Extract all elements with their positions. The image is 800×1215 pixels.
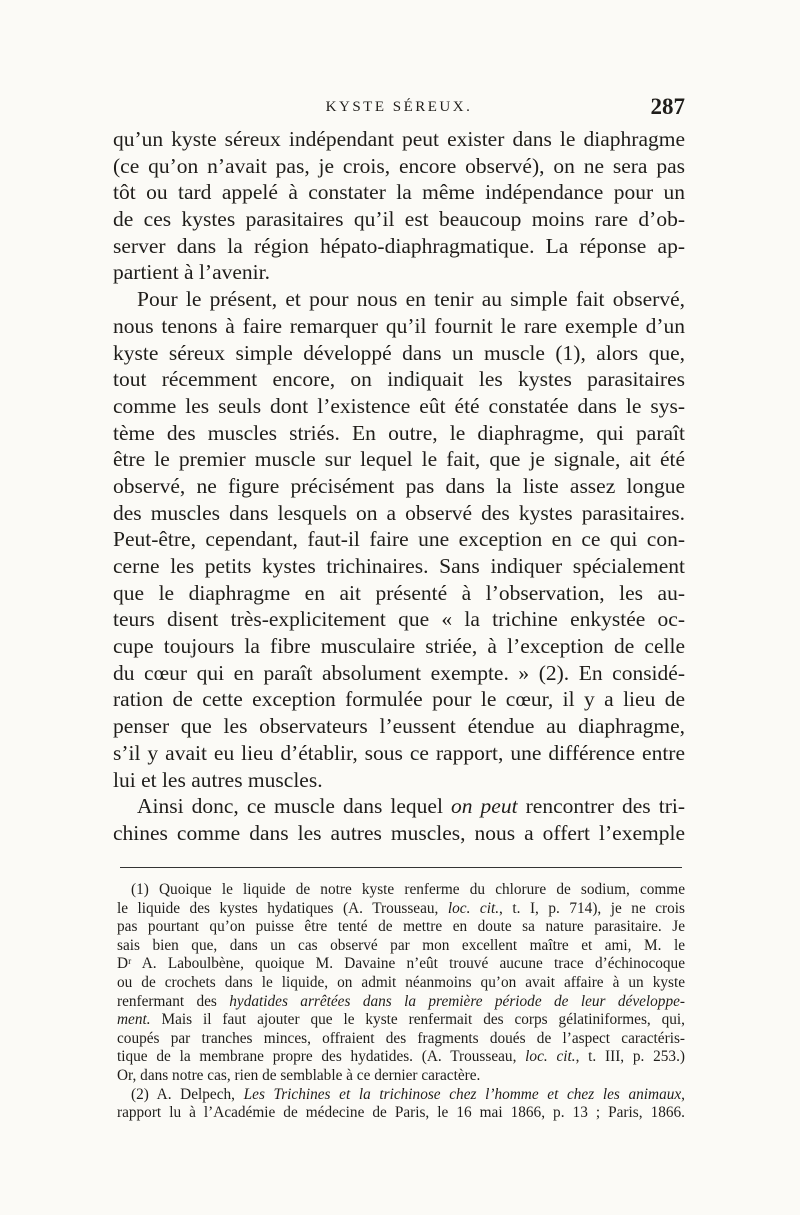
- footnote-line: [117, 900, 685, 919]
- page-number: 287: [650, 94, 685, 119]
- footnote-line: rapport lu à l’Académie de médecine de Paris, le 16 mai 1866, p. 13 ; Paris, 1866.: [117, 1104, 685, 1122]
- body-line: chines comme dans les autres muscles, nous a offert l’exemple: [113, 820, 685, 845]
- body-text-run: Ainsi donc, ce muscle dans lequel: [137, 794, 451, 819]
- footnote-italic-run: loc. cit.: [447, 899, 500, 917]
- body-line: lui et les autres muscles.: [113, 767, 323, 792]
- body-line: (ce qu’on n’avait pas, je crois, encore observé), on ne sera pas: [113, 153, 685, 178]
- footnote-run: tique de la membrane propre des hydatides. (A. Trousseau,: [117, 1048, 526, 1066]
- footnote-line: Dʳ A. Laboulbène, quoique M. Davaine n’eût trouvé aucune trace d’échinocoque: [117, 955, 685, 973]
- footnotes: [117, 881, 685, 1123]
- body-line: penser que les observateurs l’eussent étendue au diaphragme,: [113, 714, 685, 739]
- footnote-italic-run: Les Trichines et la trichinose chez l’homme et chez les animaux,: [243, 1085, 685, 1103]
- footnote-run: , t. I, p. 714), je ne crois: [499, 899, 686, 917]
- footnote-line: [117, 1048, 685, 1067]
- footnote-italic-run: hydatides arrêtées dans la première période de leur développe-: [229, 992, 685, 1010]
- footnote-line: [117, 993, 685, 1012]
- footnote-line: pas pourtant qu’on puisse être tenté de mettre en doute sa nature parasitaire. Je: [117, 918, 685, 936]
- body-line: du cœur qui en paraît absolument exempte. » (2). En considé-: [113, 660, 685, 685]
- footnote-italic-run: ment.: [117, 1011, 151, 1029]
- body-text: [113, 126, 685, 847]
- body-line: comme les seuls dont l’existence eût été constatée dans le sys-: [113, 393, 685, 418]
- body-line: partient à l’avenir.: [113, 260, 270, 285]
- body-line: cupe toujours la fibre musculaire striée, à l’exception de celle: [113, 634, 685, 659]
- footnote-line: ou de crochets dans le liquide, on admit néanmoins qu’on avait affaire à un kyste: [117, 973, 685, 991]
- body-line: ration de cette exception formulée pour le cœur, il y a lieu de: [113, 687, 685, 712]
- footnote-line: coupés par tranches minces, offraient des fragments doués de l’aspect caractéris-: [117, 1029, 685, 1047]
- body-line: nous tenons à faire remarquer qu’il fournit le rare exemple d’un: [113, 313, 685, 338]
- body-line: Peut-être, cependant, faut-il faire une exception en ce qui con-: [113, 527, 685, 552]
- footnote-run: renfermant des: [117, 992, 230, 1010]
- footnote-line: sais bien que, dans un cas observé par mon excellent maître et ami, M. le: [117, 936, 685, 954]
- footnote-italic-run: loc. cit.: [525, 1048, 576, 1066]
- body-line: de ces kystes parasitaires qu’il est beaucoup moins rare d’ob-: [113, 207, 685, 232]
- running-title: KYSTE SÉREUX.: [325, 99, 473, 115]
- body-line: cerne les petits kystes trichinaires. Sans indiquer spécialement: [113, 554, 685, 578]
- footnote-line: (1) Quoique le liquide de notre kyste renferme du chlorure de sodium, comme: [131, 881, 685, 898]
- body-line: tôt ou tard appelé à constater la même indépendance pour un: [113, 180, 685, 205]
- footnote-line: [117, 1011, 685, 1030]
- footnote-line: [117, 1086, 685, 1105]
- body-line: être le premier muscle sur lequel le fait, que je signale, ait été: [113, 447, 685, 472]
- body-line: kyste séreux simple développé dans un muscle (1), alors que,: [113, 340, 685, 365]
- body-line: s’il y avait eu lieu d’établir, sous ce rapport, une différence entre: [113, 740, 685, 765]
- footnote-run: Mais il faut ajouter que le kyste renfermait des corps gélatiniformes, qui,: [150, 1011, 685, 1029]
- body-line: tème des muscles striés. En outre, le diaphragme, qui paraît: [113, 420, 685, 445]
- body-line: teurs disent très-explicitement que « la trichine enkystée oc-: [113, 607, 685, 632]
- body-line: qu’un kyste séreux indépendant peut exister dans le diaphragme: [113, 127, 685, 151]
- body-text-run: rencontrer des tri-: [517, 794, 685, 819]
- running-head: [113, 96, 685, 120]
- body-italic-run: on peut: [451, 794, 518, 819]
- body-line: [113, 793, 685, 820]
- body-line: observé, ne figure précisément pas dans la liste assez longue: [113, 473, 685, 498]
- body-line: tout récemment encore, on indiquait les kystes parasitaires: [113, 367, 685, 392]
- body-line: Pour le présent, et pour nous en tenir au simple fait observé,: [137, 287, 685, 312]
- footnote-divider: [120, 867, 682, 868]
- footnote-run: le liquide des kystes hydatiques (A. Trousseau,: [117, 899, 448, 917]
- footnote-line: Or, dans notre cas, rien de semblable à ce dernier caractère.: [117, 1066, 481, 1084]
- footnote-run: (2) A. Delpech,: [131, 1085, 244, 1103]
- body-line: des muscles dans lesquels on a observé des kystes parasitaires.: [113, 500, 685, 525]
- body-line: server dans la région hépato-diaphragmatique. La réponse ap-: [113, 233, 685, 258]
- body-line: que le diaphragme en ait présenté à l’observation, les au-: [113, 580, 685, 605]
- footnote-run: , t. III, p. 253.): [575, 1048, 686, 1066]
